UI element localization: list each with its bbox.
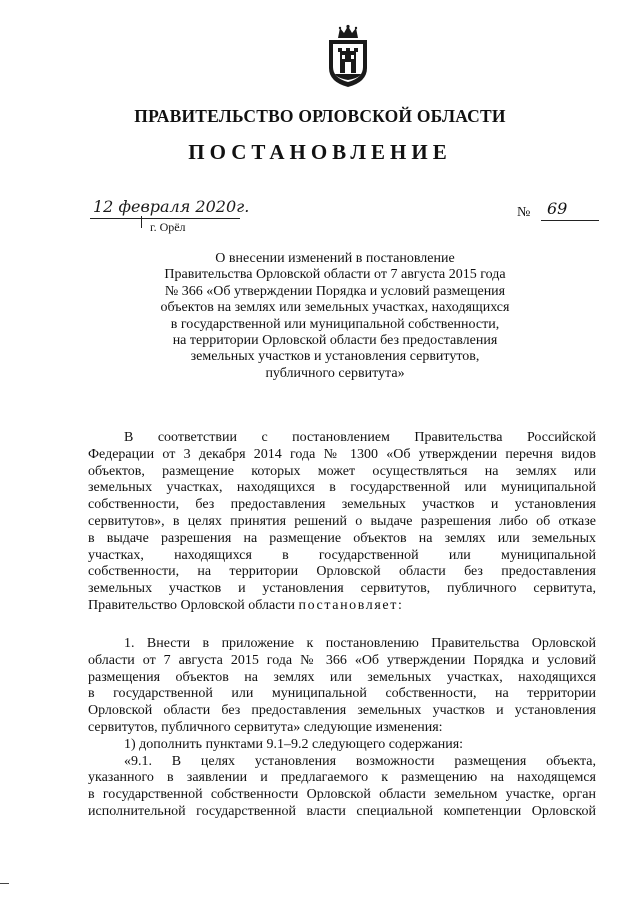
subject-line: О внесении изменений в постановление xyxy=(215,251,455,266)
resolution-keyword: постановляет xyxy=(298,597,398,613)
subject-line: в государственной или муниципальной собственности, xyxy=(170,316,500,332)
number-underline xyxy=(541,220,599,221)
text-line: 1. Внести в приложение к постановлению Правительства Орловской xyxy=(124,636,596,651)
text-line: земельных участков и установления сервитутов, публичного сервитута, xyxy=(88,581,596,597)
text-line: сервитутов», в целях принятия решений о выдаче разрешения либо об отказе xyxy=(88,513,596,529)
text-line: В соответствии с постановлением Правительства Российской xyxy=(124,430,596,445)
subject-line: объектов на землях или земельных участках, находящихся xyxy=(160,300,510,316)
document-number-label: № xyxy=(517,205,531,220)
text-line: Орловской области без предоставления земельных участков и установления xyxy=(88,703,596,719)
subject-line: земельных участков и установления сервитутов, xyxy=(190,349,480,365)
text-line: исполнительной государственной власти специальной компетенции Орловской xyxy=(88,803,596,819)
document-city: г. Орёл xyxy=(150,220,186,234)
subject-line: на территории Орловской области без предоставления xyxy=(172,333,498,349)
text-line: Федерации от 3 декабря 2014 года № 1300 «Об утверждении перечня видов xyxy=(88,446,596,462)
text-line: размещения объектов на землях или земельных участках, находящихся xyxy=(88,669,596,685)
resolution-prefix: Правительство Орловской области xyxy=(88,597,299,613)
text-line: в государственной собственности Орловской области земельном участке, орган xyxy=(88,787,596,803)
document-subject xyxy=(130,251,540,382)
subject-line: № 366 «Об утверждении Порядка и условий размещения xyxy=(164,283,506,299)
text-line: в выдаче разрешения на размещение объектов на землях или земельных xyxy=(88,530,596,546)
text-line: собственности, без предоставления земельных участков и установления xyxy=(88,497,596,513)
resolution-line xyxy=(88,598,596,615)
coat-of-arms-emblem xyxy=(325,24,371,88)
text-line: в государственной или муниципальной собственности, на территории xyxy=(88,686,596,702)
subject-line: публичного сервитута» xyxy=(265,365,405,381)
text-line: «9.1. В целях установления возможности размещения объекта, xyxy=(124,753,596,769)
city-tick-mark xyxy=(141,216,142,228)
subject-line: Правительства Орловской области от 7 августа 2015 года xyxy=(164,267,506,283)
text-line: объектов, размещение которых может осуществляться на землях или xyxy=(88,463,596,479)
text-line: собственности, на территории Орловской области без предоставления xyxy=(88,564,596,580)
document-date: 12 февраля 2020г. xyxy=(93,197,250,216)
document-type-title: ПОСТАНОВЛЕНИЕ xyxy=(188,140,452,164)
resolution-suffix: : xyxy=(397,597,402,613)
text-line: области от 7 августа 2015 года № 366 «Об утверждении Порядка и условий xyxy=(88,652,596,668)
date-underline xyxy=(90,218,240,219)
margin-mark xyxy=(0,883,9,884)
text-line: сервитутов, публичного сервитута» следующие изменения: xyxy=(88,719,443,735)
organization-title: ПРАВИТЕЛЬСТВО ОРЛОВСКОЙ ОБЛАСТИ xyxy=(134,106,506,126)
document-number: 69 xyxy=(547,199,568,218)
text-line: участках, находящихся в государственной или муниципальной xyxy=(88,547,596,563)
preamble-paragraph xyxy=(88,430,596,615)
amendment-paragraph xyxy=(88,636,596,821)
text-line: земельных участках, находящихся в государственной или муниципальной xyxy=(88,480,596,496)
text-line: 1) дополнить пунктами 9.1–9.2 следующего содержания: xyxy=(124,736,464,752)
text-line: указанного в заявлении и предлагаемого к размещению на находящемся xyxy=(88,770,596,786)
